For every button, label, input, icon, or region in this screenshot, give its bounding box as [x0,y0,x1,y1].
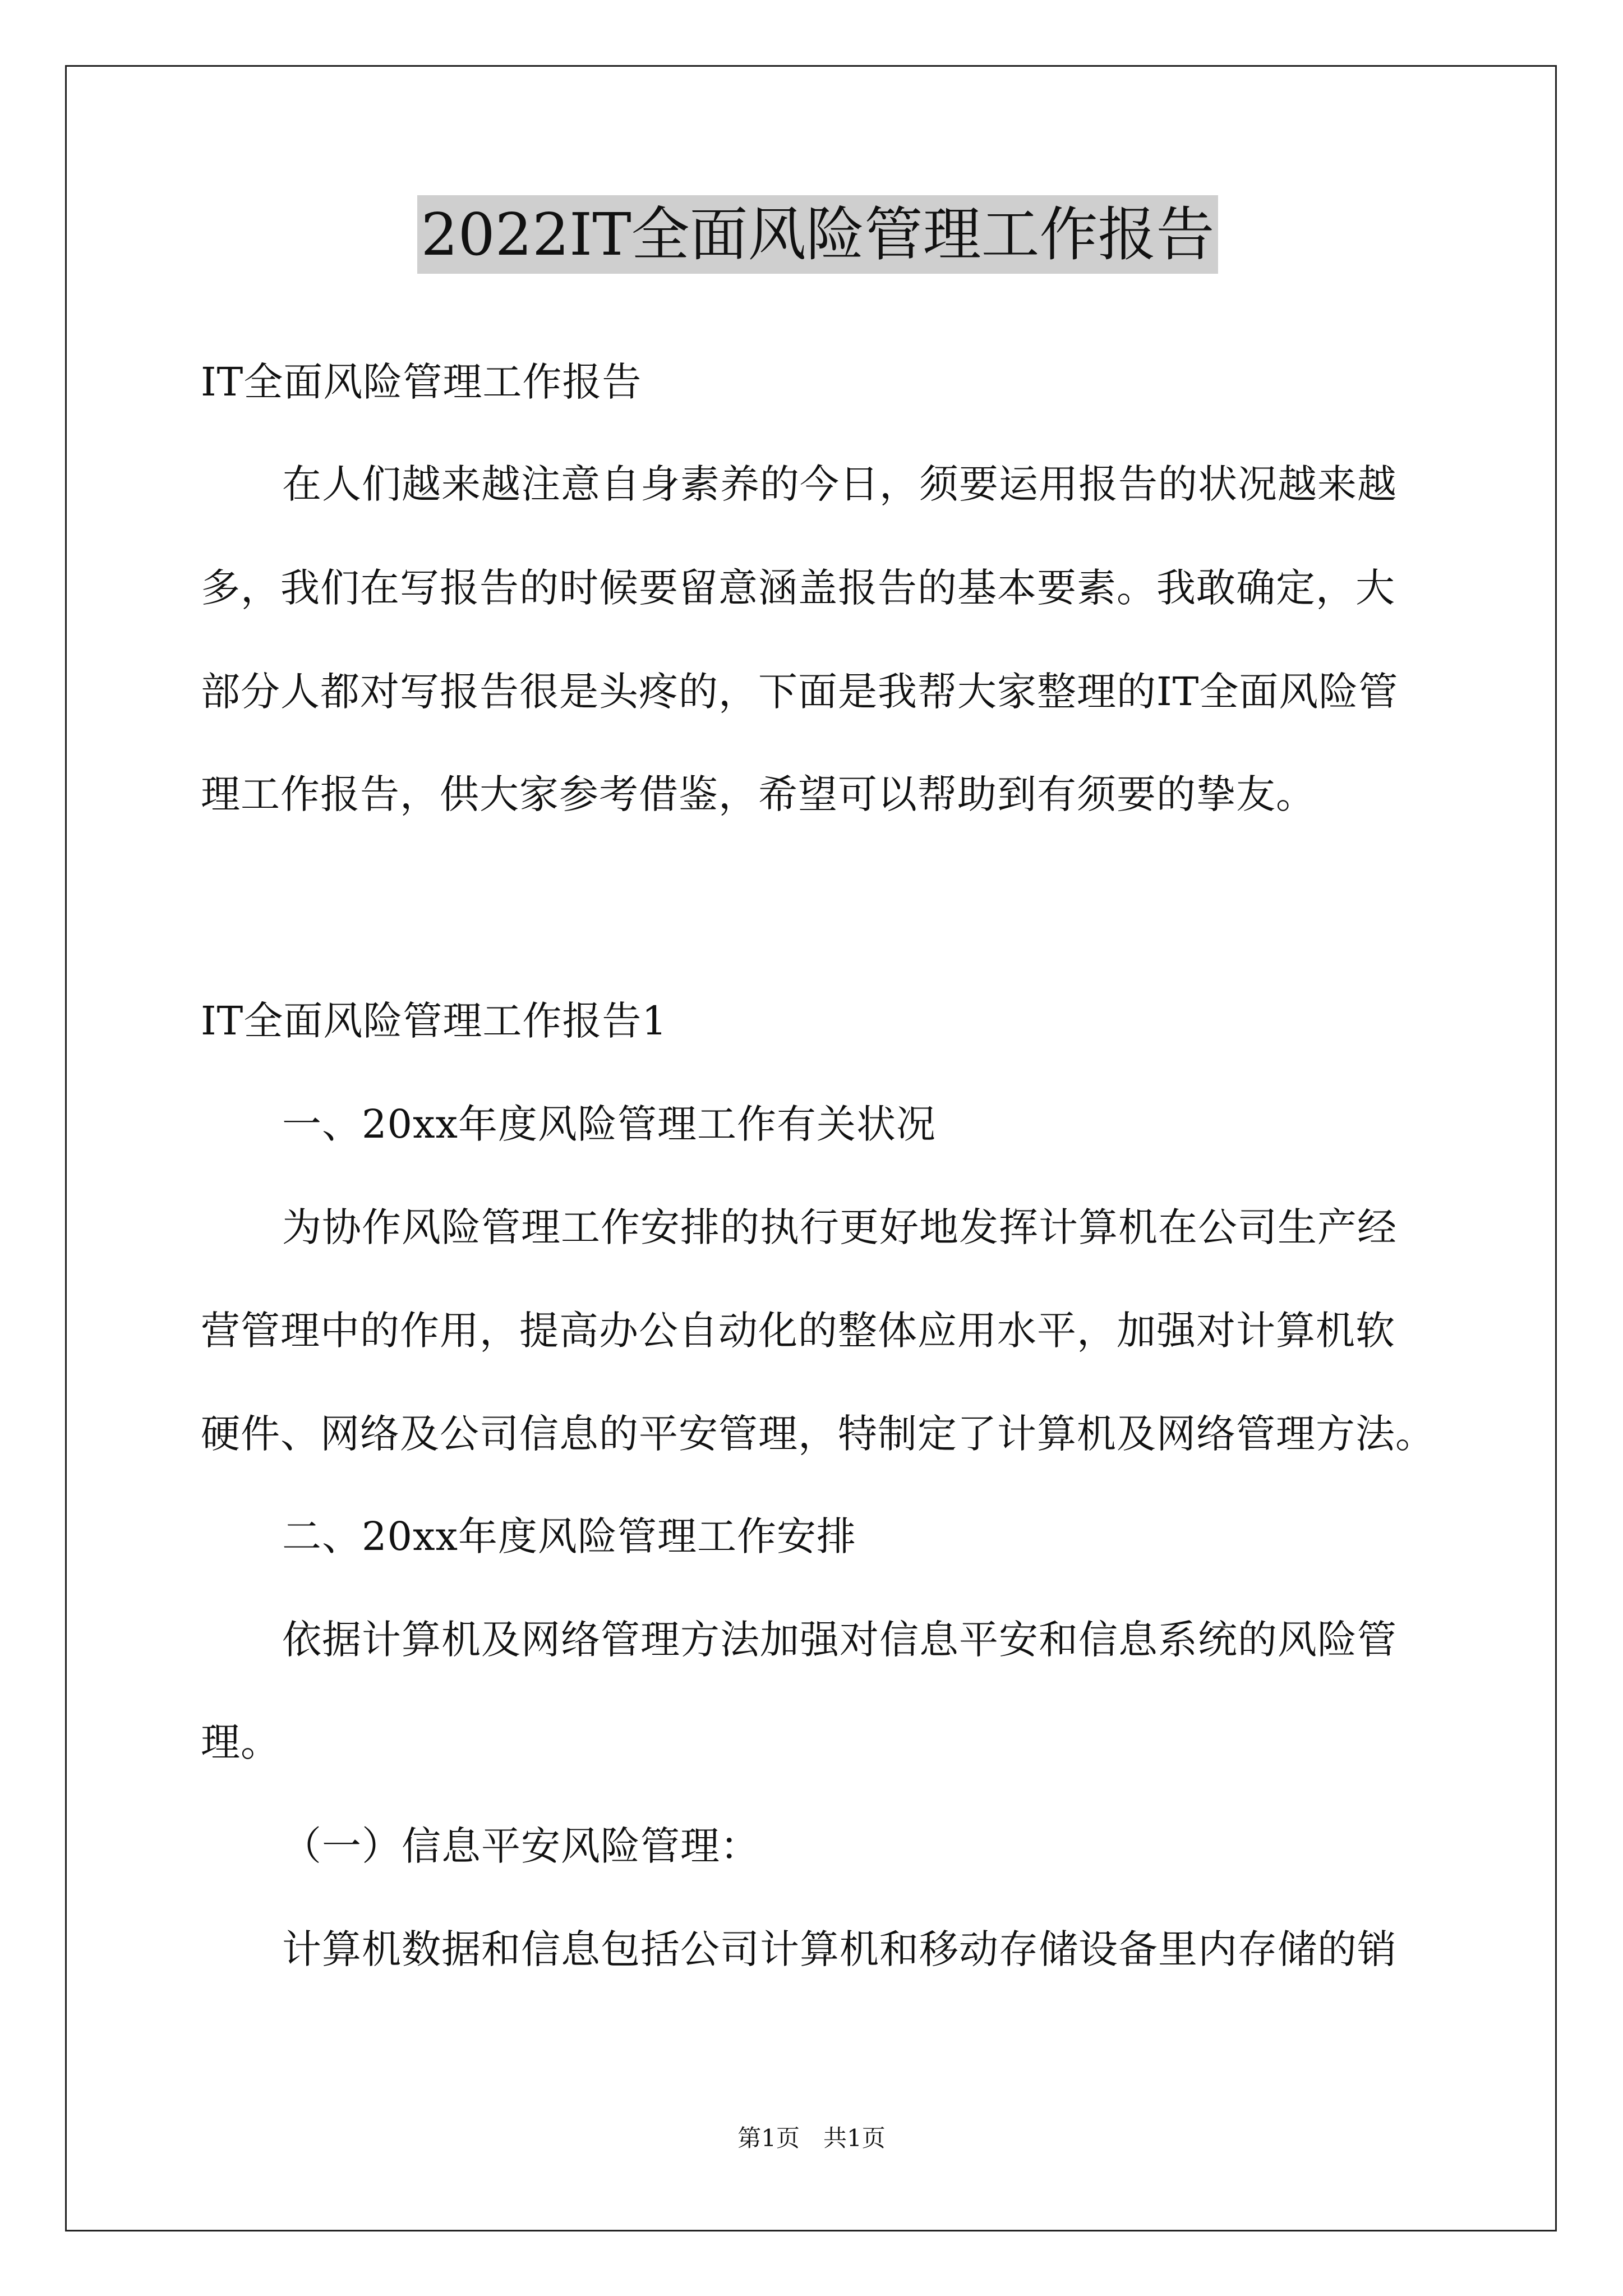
body-line: 计算机数据和信息包括公司计算机和移动存储设备里内存储的销 [282,1926,1397,1972]
body-line: 营管理中的作用，提高办公自动化的整体应用水平，加强对计算机软 [201,1308,1395,1354]
body-line: 为协作风险管理工作安排的执行更好地发挥计算机在公司生产经 [282,1204,1397,1250]
section-subheading: 二、20xx年度风险管理工作安排 [282,1513,857,1559]
body-line: 理工作报告，供大家参考借鉴，希望可以帮助到有须要的挚友。 [201,771,1316,817]
body-line: 依据计算机及网络管理方法加强对信息平安和信息系统的风险管 [282,1617,1397,1663]
body-line: 部分人都对写报告很是头疼的，下面是我帮大家整理的IT全面风险管 [201,669,1399,715]
body-line: 硬件、网络及公司信息的平安管理，特制定了计算机及网络管理方法。 [201,1411,1435,1457]
subsection-heading: （一）信息平安风险管理： [282,1823,760,1869]
body-line: 在人们越来越注意自身素养的今日，须要运用报告的状况越来越 [282,461,1397,507]
body-line: 多，我们在写报告的时候要留意涵盖报告的基本要素。我敢确定，大 [201,565,1395,611]
section-heading: IT全面风险管理工作报告1 [201,998,667,1044]
page-footer: 第1页 共1页 [737,2124,886,2152]
subtitle-line: IT全面风险管理工作报告 [201,359,642,405]
document-title: 2022IT全面风险管理工作报告 [417,195,1218,274]
body-line: 理。 [201,1719,280,1765]
section-subheading: 一、20xx年度风险管理工作有关状况 [282,1101,937,1147]
title-container [201,195,1435,274]
